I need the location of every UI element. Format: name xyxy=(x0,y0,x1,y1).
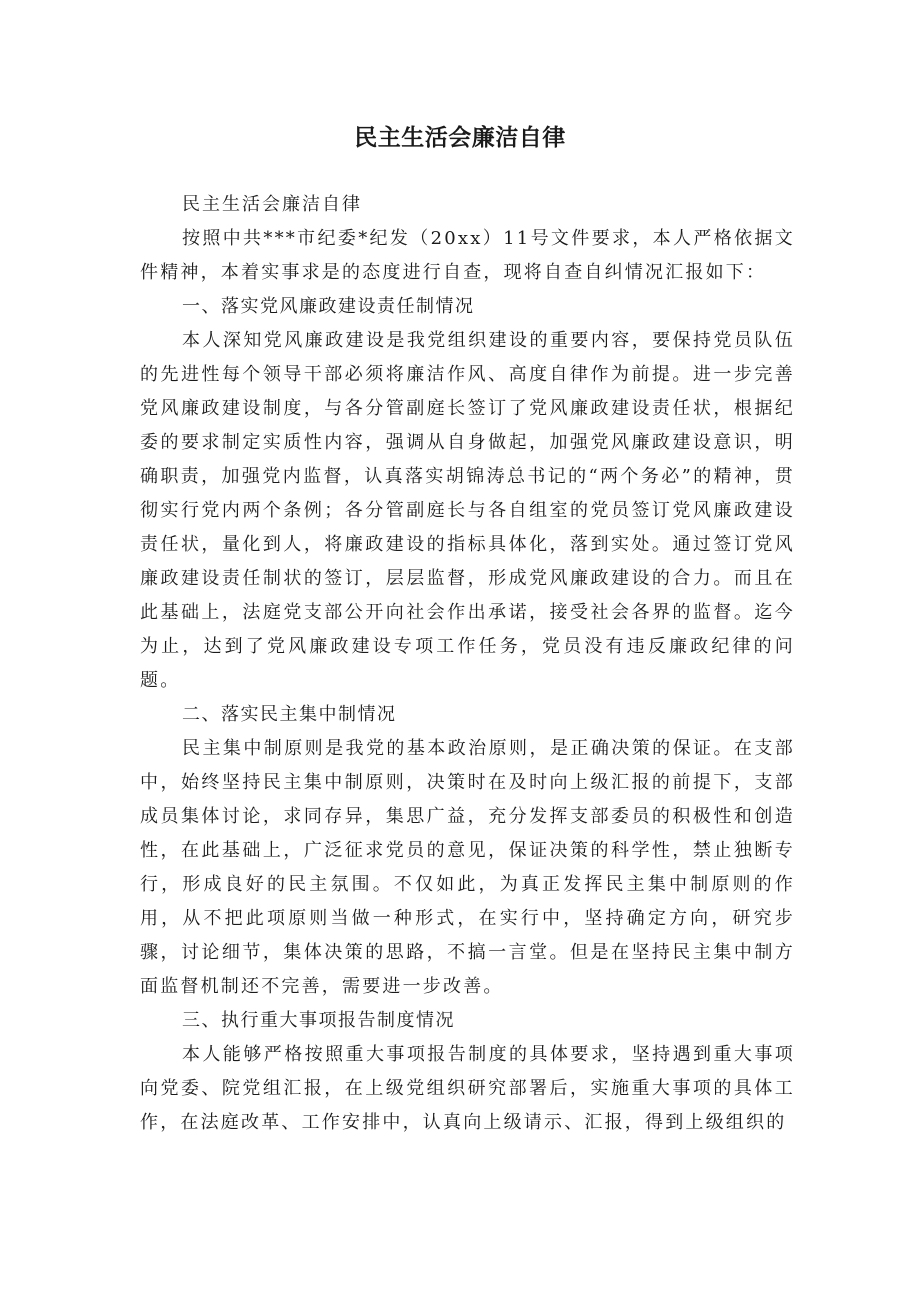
section-3-body: 本人能够严格按照重大事项报告制度的具体要求，坚持遇到重大事项向党委、院党组汇报，在上级党组织研究部署后，实施重大事项的具体工作，在法庭改革、工作安排中，认真向上级请示、汇报，得到上级组织的 xyxy=(140,1044,795,1133)
section-1-heading: 一、落实党风廉政建设责任制情况 xyxy=(182,296,475,317)
document-title: 民主生活会廉洁自律 xyxy=(354,125,566,151)
section-1-body: 本人深知党风廉政建设是我党组织建设的重要内容，要保持党员队伍的先进性每个领导干部必须将廉洁作风、高度自律作为前提。进一步完善党风廉政建设制度，与各分管副庭长签订了党风廉政建设责任状，根据纪委的要求制定实质性内容，强调从自身做起，加强党风廉政建设意识，明确职责，加强党内监督，认真落实胡锦涛总书记的“两个务必”的精神，贯彻实行党内两个条例；各分管副庭长与各自组室的党员签订党风廉政建设责任状，量化到人，将廉政建设的指标具体化，落到实处。通过签订党风廉政建设责任制状的签订，层层监督，形成党风廉政建设的合力。而且在此基础上，法庭党支部公开向社会作出承诺，接受社会各界的监督。迄今为止，达到了党风廉政建设专项工作任务，党员没有违反廉政纪律的问题。 xyxy=(140,330,795,691)
section-2-body: 民主集中制原则是我党的基本政治原则，是正确决策的保证。在支部中，始终坚持民主集中制原则，决策时在及时向上级汇报的前提下，支部成员集体讨论，求同存异，集思广益，充分发挥支部委员的积极性和创造性，在此基础上，广泛征求党员的意见，保证决策的科学性，禁止独断专行，形成良好的民主氛围。不仅如此，为真正发挥民主集中制原则的作用，从不把此项原则当做一种形式，在实行中，坚持确定方向，研究步骤，讨论细节，集体决策的思路，不搞一言堂。但是在坚持民主集中制方面监督机制还不完善，需要进一步改善。 xyxy=(140,738,795,997)
document-body xyxy=(140,188,795,1140)
document-subtitle: 民主生活会廉洁自律 xyxy=(182,194,362,215)
section-3-heading: 三、执行重大事项报告制度情况 xyxy=(182,1010,455,1031)
intro-paragraph: 按照中共***市纪委*纪发（20xx）11号文件要求，本人严格依据文件精神，本着实事求是的态度进行自查，现将自查自纠情况汇报如下： xyxy=(140,228,795,283)
section-2-heading: 二、落实民主集中制情况 xyxy=(182,704,397,725)
